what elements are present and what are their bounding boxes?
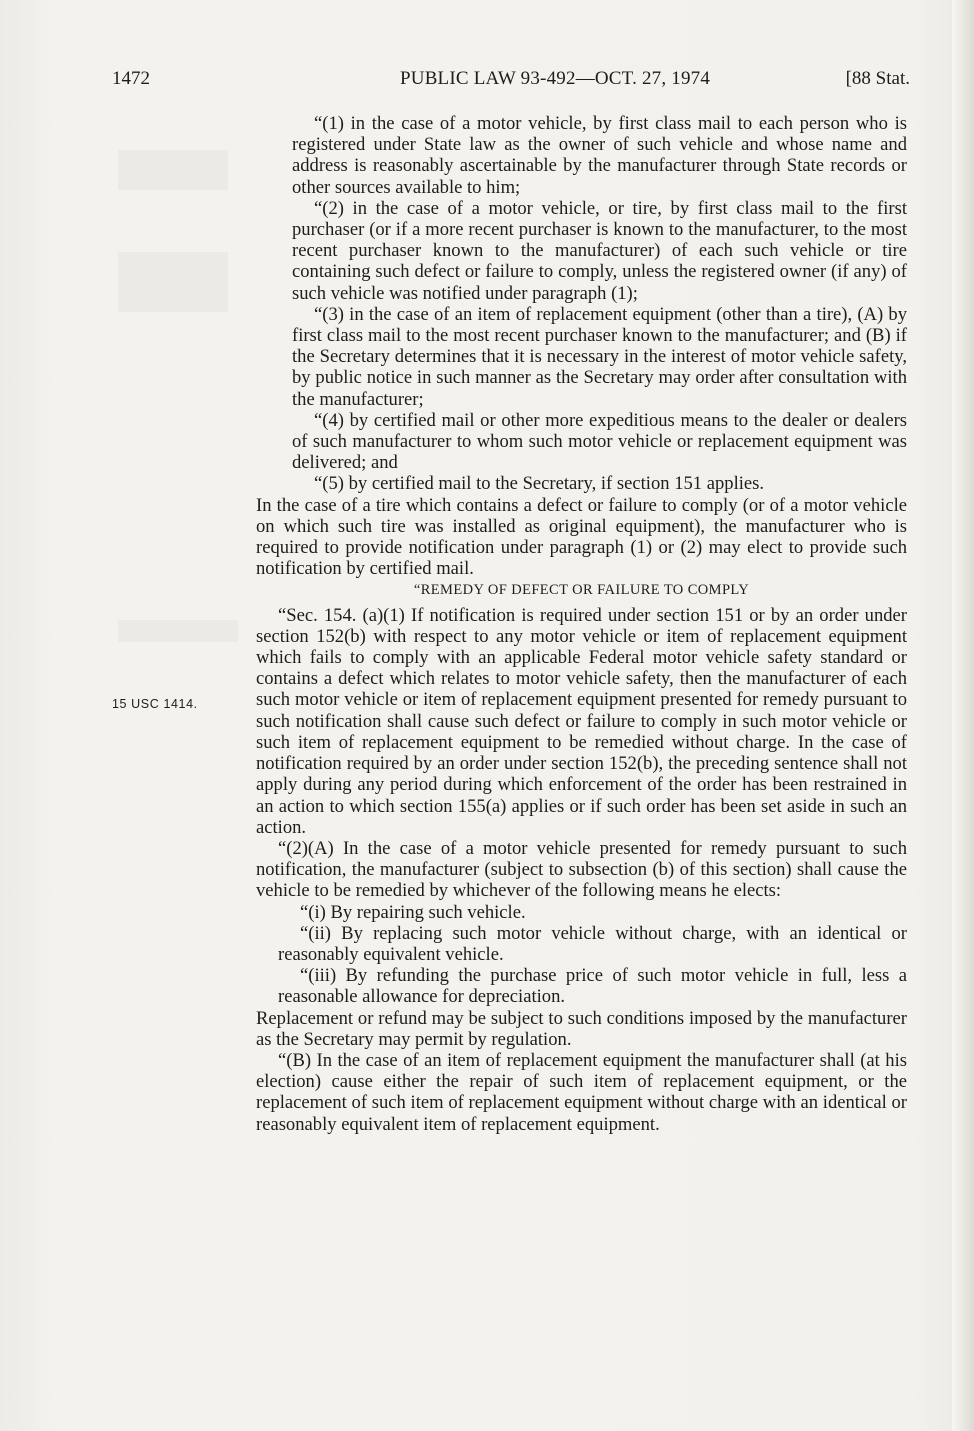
paragraph-3: “(3) in the case of an item of replacement equipment (other than a tire), (A) by first class mail to the most recent purchaser known to the manufacturer; and (B) if the Secretary determines that it is necessary in the interest of motor vehicle safety, by public notice in such manner as the Secretary may order after consultation with the manufacturer; (292, 303, 907, 410)
section-154: “Sec. 154. (a)(1) If notification is required under section 151 or by an order under section 152(b) with respect to any motor vehicle or item of replacement equipment which fails to comply with an applicable Federal motor vehicle safety standard or contains a defect which relates to motor vehicle safety, then the manufacturer of each such motor vehicle or item of replacement equipment presented for remedy pursuant to such notification shall cause such defect or failure to comply in such motor vehicle or such item of replacement equipment to be remedied without charge. In the case of notification required by an order under section 152(b), the preceding sentence shall not apply during any period during which enforcement of the order has been restrained in an action to which section 155(a) applies or if such order has been set aside in such an action. (256, 604, 907, 838)
section-heading: “REMEDY OF DEFECT OR FAILURE TO COMPLY (413, 582, 750, 599)
paragraph-2: “(2) in the case of a motor vehicle, or tire, by first class mail to the first purchaser (or if a more recent purchaser is known to the manufacturer, to the most recent purchaser known to the manufacturer) of each such vehicle or tire containing such defect or failure to comply, unless the registered owner (if any) of such vehicle was notified under paragraph (1); (292, 197, 907, 304)
clause-iii: “(iii) By refunding the purchase price of such motor vehicle in full, less a reasonable allowance for depreciation. (278, 965, 907, 1008)
paragraph-2a: “(2)(A) In the case of a motor vehicle presented for remedy pursuant to such notification, the manufacturer (subject to subsection (b) of this section) shall cause the vehicle to be remedied by whichever of the following means he elects: (256, 837, 907, 902)
running-header (112, 68, 910, 94)
header-title: PUBLIC LAW 93-492—OCT. 27, 1974 (400, 68, 711, 89)
bleed-through (118, 620, 238, 642)
paragraph-1: “(1) in the case of a motor vehicle, by first class mail to each person who is registered under State law as the owner of such vehicle and whose name and address is reasonably ascertainable by the manufacturer through State records or other sources available to him; (292, 113, 907, 198)
clause-i: “(i) By repairing such vehicle. (300, 901, 526, 923)
statute-volume: [88 Stat. (845, 68, 910, 89)
bleed-through (118, 150, 228, 190)
clause-ii: “(ii) By replacing such motor vehicle without charge, with an identical or reasonably equivalent vehicle. (278, 922, 907, 965)
paragraph-5: “(5) by certified mail to the Secretary, if section 151 applies. (314, 473, 765, 495)
body-text (256, 113, 907, 1135)
bleed-through (118, 252, 228, 312)
margin-citation: 15 USC 1414. (112, 697, 198, 711)
tire-paragraph: In the case of a tire which contains a defect or failure to comply (or of a motor vehicle on which such tire was installed as original equipment), the manufacturer who is required to provide notification under paragraph (1) or (2) may elect to provide such notification by certified mail. (256, 494, 907, 580)
paragraph-2b: “(B) In the case of an item of replacement equipment the manufacturer shall (at his election) cause either the repair of such item of replacement equipment, or the replacement of such item of replacement equipment without charge with an identical or reasonably equivalent item of replacement equipment. (256, 1049, 907, 1135)
page-number: 1472 (112, 68, 150, 89)
replacement-paragraph: Replacement or refund may be subject to such conditions imposed by the manufacturer as the Secretary may permit by regulation. (256, 1007, 907, 1050)
page-edge (952, 0, 974, 1431)
paragraph-4: “(4) by certified mail or other more expeditious means to the dealer or dealers of such manufacturer to whom such motor vehicle or replacement equipment was delivered; and (292, 409, 907, 474)
